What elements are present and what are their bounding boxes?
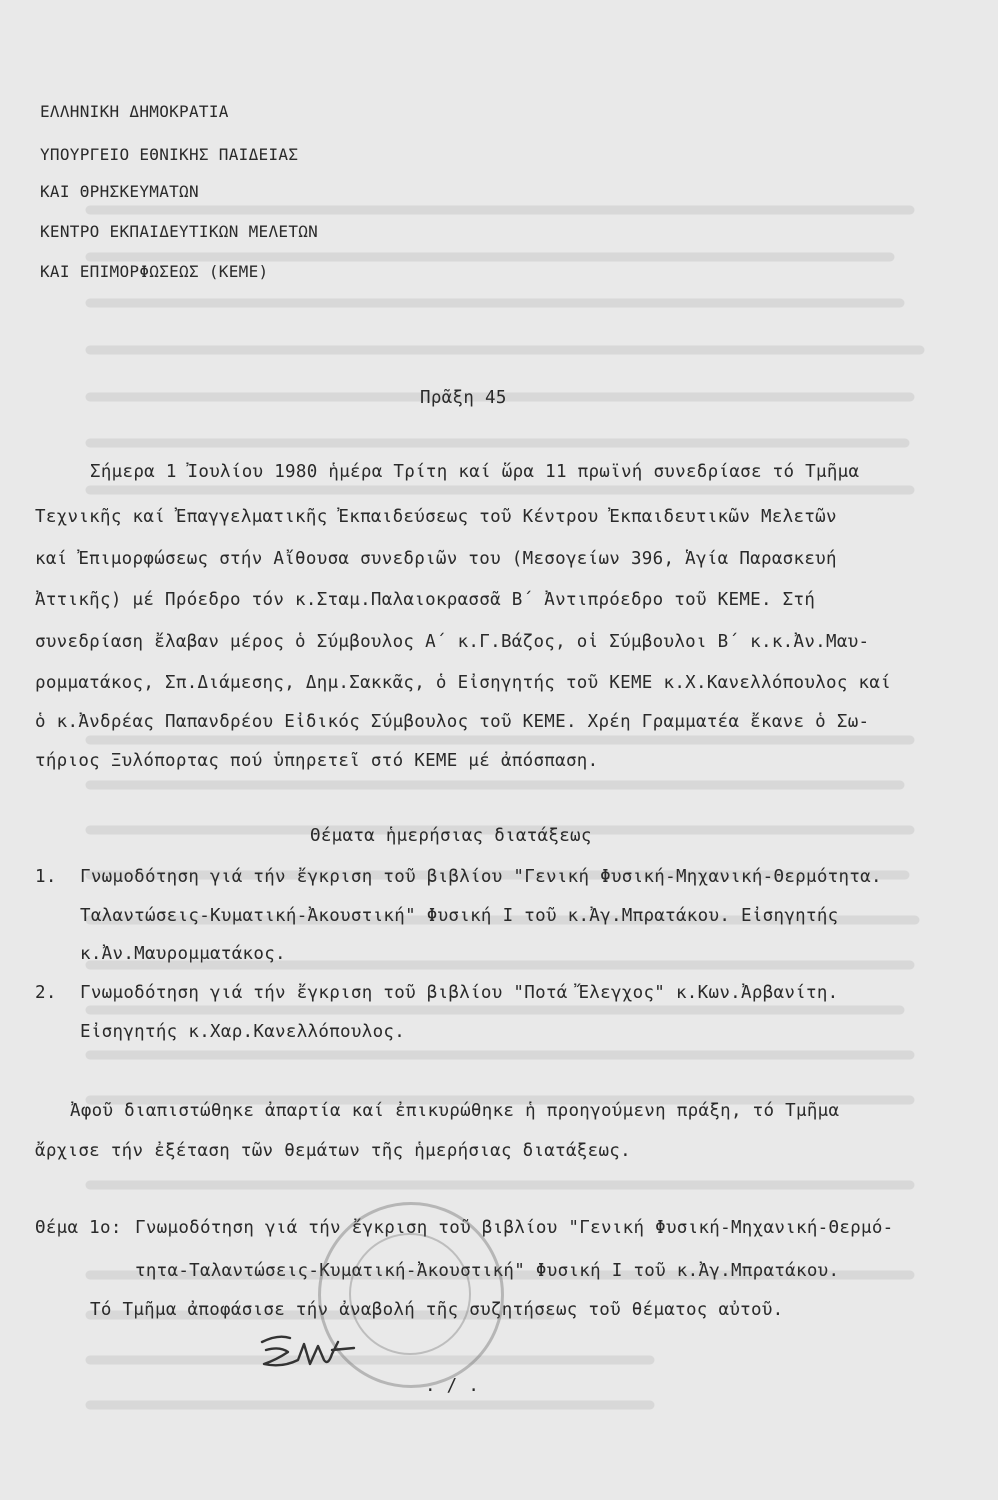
intro-line: συνεδρίαση ἔλαβαν μέρος ὁ Σύμβουλος Α΄ κ.Γ.Βάζος, οἱ Σύμβουλοι Β΄ κ.κ.Ἀν.Μαυ-	[35, 632, 870, 652]
quorum-line: ἄρχισε τήν ἐξέταση τῶν θεμάτων τῆς ἡμερήσιας διατάξεως.	[35, 1141, 631, 1161]
intro-line: Τεχνικῆς καί Ἐπαγγελματικῆς Ἐκπαιδεύσεως τοῦ Κέντρου Ἐκπαιδευτικῶν Μελετῶν	[35, 507, 837, 527]
topic-decision: Τό Τμῆμα ἀποφάσισε τήν ἀναβολή τῆς συζητήσεως τοῦ θέματος αὐτοῦ.	[90, 1300, 784, 1320]
header-line-4: ΚΕΝΤΡΟ ΕΚΠΑΙΔΕΥΤΙΚΩΝ ΜΕΛΕΤΩΝ	[40, 222, 319, 241]
agenda-item-line: κ.Ἀν.Μαυρομματάκος.	[80, 944, 286, 964]
agenda-item-line: Εἰσηγητής κ.Χαρ.Κανελλόπουλος.	[80, 1022, 406, 1042]
agenda-item-line: Ταλαντώσεις-Κυματική-Ἀκουστική" Φυσική Ι τοῦ κ.Ἀγ.Μπρατάκου. Εἰσηγητής	[80, 906, 839, 926]
agenda-item-line: Γνωμοδότηση γιά τήν ἔγκριση τοῦ βιβλίου "Ποτά Ἔλεγχος" κ.Κων.Ἀρβανίτη.	[80, 983, 839, 1003]
topic-label: Θέμα 1ο:	[35, 1218, 122, 1238]
handwritten-signature	[258, 1320, 368, 1390]
page-continuation-marker: . / .	[425, 1376, 480, 1396]
header-line-2: ΥΠΟΥΡΓΕΙΟ ΕΘΝΙΚΗΣ ΠΑΙΔΕΙΑΣ	[40, 145, 299, 164]
header-line-5: ΚΑΙ ΕΠΙΜΟΡΦΩΣΕΩΣ (ΚΕΜΕ)	[40, 262, 269, 281]
agenda-item-number: 2.	[35, 983, 57, 1003]
intro-line: ρομματάκος, Σπ.Διάμεσης, Δημ.Σακκᾶς, ὁ Εἰσηγητής τοῦ ΚΕΜΕ κ.Χ.Κανελλόπουλος καί	[35, 673, 892, 693]
agenda-item-line: Γνωμοδότηση γιά τήν ἔγκριση τοῦ βιβλίου "Γενική Φυσική-Μηχανική-Θερμότητα.	[80, 867, 882, 887]
topic-line: Γνωμοδότηση γιά τήν ἔγκριση τοῦ βιβλίου "Γενική Φυσική-Μηχανική-Θερμό-	[135, 1218, 894, 1238]
quorum-line: Ἀφοῦ διαπιστώθηκε ἀπαρτία καί ἐπικυρώθηκε ἡ προηγούμενη πράξη, τό Τμῆμα	[70, 1101, 840, 1121]
act-title: Πρᾶξη 45	[420, 388, 507, 408]
header-line-1: ΕΛΛΗΝΙΚΗ ΔΗΜΟΚΡΑΤΙΑ	[40, 102, 229, 121]
intro-line: καί Ἐπιμορφώσεως στήν Αἴθουσα συνεδριῶν του (Μεσογείων 396, Ἁγία Παρασκευή	[35, 549, 837, 569]
agenda-item-number: 1.	[35, 867, 57, 887]
header-line-3: ΚΑΙ ΘΡΗΣΚΕΥΜΑΤΩΝ	[40, 182, 199, 201]
topic-line: τητα-Ταλαντώσεις-Κυματική-Ἀκουστική" Φυσική Ι τοῦ κ.Ἀγ.Μπρατάκου.	[135, 1261, 840, 1281]
intro-line: ὁ κ.Ἀνδρέας Παπανδρέου Εἰδικός Σύμβουλος τοῦ ΚΕΜΕ. Χρέη Γραμματέα ἔκανε ὁ Σω-	[35, 712, 870, 732]
intro-line: Σήμερα 1 Ἰουλίου 1980 ἡμέρα Τρίτη καί ὥρα 11 πρωϊνή συνεδρίασε τό Τμῆμα	[90, 462, 860, 482]
agenda-title: Θέματα ἡμερήσιας διατάξεως	[310, 826, 592, 846]
intro-line: Ἀττικῆς) μέ Πρόεδρο τόν κ.Σταμ.Παλαιοκρασσᾶ Β΄ Ἀντιπρόεδρο τοῦ ΚΕΜΕ. Στή	[35, 590, 816, 610]
intro-line: τήριος Ξυλόπορτας πού ὑπηρετεῖ στό ΚΕΜΕ μέ ἀπόσπαση.	[35, 751, 599, 771]
